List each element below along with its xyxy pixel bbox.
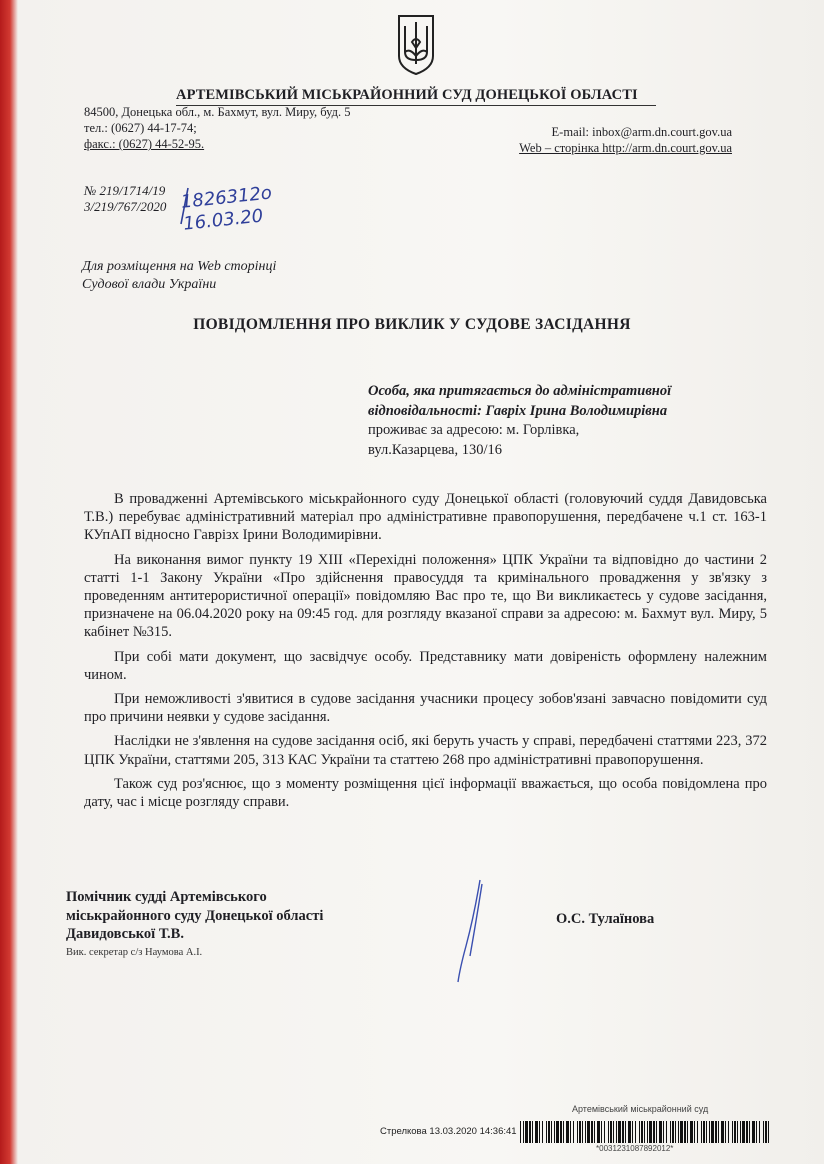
barcode-bar xyxy=(641,1121,643,1143)
barcode-bar xyxy=(701,1121,702,1143)
body-paragraph-5: Наслідки не з'явлення на судове засідання осіб, які беруть участь у справі, передбачені статтями 223, 372 ЦПК України, статтями 205, 313 КАС України та статтею 268 про адміністративні правопорушення. xyxy=(84,733,767,768)
barcode-bar xyxy=(656,1121,657,1143)
notice-body xyxy=(84,490,767,817)
barcode-bar xyxy=(725,1121,726,1143)
barcode-bar xyxy=(718,1121,719,1143)
barcode-bar xyxy=(749,1121,750,1143)
barcode-bar xyxy=(594,1121,595,1143)
barcode-bar xyxy=(622,1121,624,1143)
barcode-bar xyxy=(560,1121,562,1143)
trident-emblem-icon xyxy=(395,12,437,76)
barcode-bar xyxy=(680,1121,683,1143)
barcode-bar xyxy=(666,1121,667,1143)
court-address: 84500, Донецька обл., м. Бахмут, вул. Миру, буд. 5 xyxy=(84,105,351,119)
barcode-bar xyxy=(697,1121,698,1143)
court-contacts-right xyxy=(470,124,732,156)
barcode-bar xyxy=(690,1121,693,1143)
body-paragraph-2: На виконання вимог пункту 19 ХІІІ «Перехідні положення» ЦПК України та відповідно до частини 2 статті 1-1 Закону України «Про здійснення правосуддя та кримінального провадження у зв'язку з проведенням антитерористичної операції» повідомляю Вас про те, що Ви викликаєтесь у судове засідання, призначене на 06.04.2020 року на 09:45 год. для розгляду вказаної справи за адресою: м. Бахмут вул. Миру, 5 кабінет №315. xyxy=(84,551,767,641)
barcode-bar xyxy=(573,1121,574,1143)
barcode-bar xyxy=(694,1121,695,1143)
barcode-bar xyxy=(597,1121,600,1143)
barcode-bar xyxy=(632,1121,633,1143)
barcode-bar xyxy=(742,1121,745,1143)
barcode-bar xyxy=(711,1121,714,1143)
placement-note-line-1: Для розміщення на Web сторінці xyxy=(82,259,277,274)
barcode-bar xyxy=(520,1121,521,1143)
barcode-bar xyxy=(608,1121,609,1143)
body-paragraph-6: Також суд роз'яснює, що з моменту розміщення цієї інформації вважається, що особа повідомлена про дату, час і місце розгляду справи. xyxy=(84,775,767,811)
handwritten-date: 16.03.20 xyxy=(182,205,265,235)
barcode-bar xyxy=(616,1121,617,1143)
barcode-bar xyxy=(587,1121,590,1143)
barcode-bar xyxy=(539,1121,540,1143)
barcode-bar xyxy=(706,1121,707,1143)
barcode-bar xyxy=(672,1121,674,1143)
document-title: ПОВІДОМЛЕННЯ ПРО ВИКЛИК У СУДОВЕ ЗАСІДАННЯ xyxy=(193,316,631,333)
case-number-1: № 219/1714/19 xyxy=(84,183,166,198)
handwritten-annotation xyxy=(180,182,275,235)
barcode-bar xyxy=(663,1121,664,1143)
case-reference xyxy=(84,183,166,215)
barcode-bar xyxy=(678,1121,679,1143)
court-phone: тел.: (0627) 44-17-74; xyxy=(84,121,197,135)
placement-note xyxy=(82,258,276,294)
court-name: АРТЕМІВСЬКИЙ МІСЬКРАЙОННИЙ СУД ДОНЕЦЬКОЇ ОБЛАСТІ xyxy=(176,87,656,106)
barcode-bar xyxy=(715,1121,717,1143)
court-stamp-label: Артемівський міськрайонний суд xyxy=(572,1104,709,1114)
barcode-bar xyxy=(582,1121,583,1143)
barcode-bar xyxy=(644,1121,645,1143)
barcode-bar xyxy=(737,1121,738,1143)
barcode-bar xyxy=(649,1121,652,1143)
court-email: E-mail: inbox@arm.dn.court.gov.ua xyxy=(551,125,732,139)
case-number-2: 3/219/767/2020 xyxy=(84,199,167,214)
barcode-bar xyxy=(721,1121,724,1143)
barcode-bar xyxy=(675,1121,676,1143)
court-web: Web – сторінка http://arm.dn.court.gov.ua xyxy=(519,141,732,155)
barcode-bar xyxy=(684,1121,686,1143)
barcode-bar xyxy=(548,1121,550,1143)
body-paragraph-1: В провадженні Артемівського міськрайонного суду Донецької області (головуючий суддя Давидовська Т.В.) перебуває адміністративний матеріал про адміністративне правопорушення, передбачене ч.1 ст. 163-1 КУпАП відносно Гаврізх Ірини Володимирівни. xyxy=(84,491,767,544)
barcode-bar xyxy=(740,1121,741,1143)
barcode-bar xyxy=(670,1121,671,1143)
barcode-bar xyxy=(579,1121,581,1143)
barcode-bar xyxy=(613,1121,614,1143)
barcode-bar xyxy=(577,1121,578,1143)
barcode-bar xyxy=(746,1121,748,1143)
registration-operator: Стрелкова 13.03.2020 14:36:41 xyxy=(380,1126,517,1137)
barcode-bar xyxy=(546,1121,547,1143)
barcode-bar xyxy=(566,1121,569,1143)
addressee-line-2: відповідальності: Гавріх Ірина Володимирівна xyxy=(368,402,668,419)
barcode-bar xyxy=(542,1121,543,1143)
barcode-bar xyxy=(604,1121,605,1143)
barcode-bar xyxy=(759,1121,760,1143)
barcode-bar xyxy=(525,1121,528,1143)
signatory-name: О.С. Тулаїнова xyxy=(556,911,655,927)
placement-note-line-2: Судової влади України xyxy=(82,277,217,292)
barcode-bar xyxy=(554,1121,555,1143)
barcode-bar xyxy=(628,1121,631,1143)
court-fax: факс.: (0627) 44-52-95. xyxy=(84,137,205,151)
barcode-bar xyxy=(647,1121,648,1143)
barcode-bar xyxy=(728,1121,729,1143)
signatory-line-3: Давидовської Т.В. xyxy=(66,926,184,942)
barcode-bar xyxy=(752,1121,755,1143)
barcode-bar xyxy=(768,1121,769,1143)
signatory-line-1: Помічник судді Артемівського xyxy=(66,889,267,905)
barcode-bar xyxy=(532,1121,533,1143)
barcode-bar xyxy=(709,1121,710,1143)
barcode-bar xyxy=(653,1121,655,1143)
barcode-bar xyxy=(570,1121,571,1143)
court-contacts-left xyxy=(84,104,424,152)
signature-scribble xyxy=(452,876,492,986)
addressee-line-3: проживає за адресою: м. Горлівка, xyxy=(368,422,580,438)
barcode-bar xyxy=(703,1121,705,1143)
barcode-bar xyxy=(556,1121,559,1143)
barcode-bar xyxy=(535,1121,538,1143)
barcode-number: *0031231087892012* xyxy=(596,1144,674,1153)
addressee-line-1: Особа, яка притягається до адміністративної xyxy=(368,383,672,399)
barcode-bar xyxy=(618,1121,621,1143)
barcode-bar xyxy=(610,1121,612,1143)
body-paragraph-4: При неможливості з'явитися в судове засідання учасники процесу зобов'язані завчасно повідомити суд про причини неявки у судове засідання. xyxy=(84,691,767,726)
executor-note: Вик. секретар с/з Наумова А.І. xyxy=(66,947,203,958)
signatory-position xyxy=(66,888,323,944)
barcode-bar xyxy=(529,1121,531,1143)
barcode-bar xyxy=(551,1121,552,1143)
barcode-bar xyxy=(585,1121,586,1143)
barcode-bar xyxy=(765,1121,767,1143)
barcode-bar xyxy=(639,1121,640,1143)
barcode-bar xyxy=(687,1121,688,1143)
addressee-block xyxy=(368,382,748,460)
barcode-bar xyxy=(734,1121,736,1143)
handwritten-number: 1826312о xyxy=(180,182,273,213)
barcode-bar xyxy=(659,1121,662,1143)
barcode-bar xyxy=(523,1121,524,1143)
barcode-bar xyxy=(625,1121,626,1143)
barcode-bar xyxy=(601,1121,602,1143)
barcode-bar xyxy=(563,1121,564,1143)
addressee-line-4: вул.Казарцева, 130/16 xyxy=(368,441,502,458)
body-paragraph-3: При собі мати документ, що засвідчує особу. Представнику мати довіреність оформлену належним чином. xyxy=(84,648,767,683)
barcode-bar xyxy=(763,1121,764,1143)
barcode-bar xyxy=(756,1121,757,1143)
signatory-line-2: міськрайонного суду Донецької області xyxy=(66,907,324,924)
barcode-bar xyxy=(732,1121,733,1143)
barcode-icon xyxy=(520,1121,770,1143)
barcode-bar xyxy=(635,1121,636,1143)
barcode-bar xyxy=(591,1121,593,1143)
